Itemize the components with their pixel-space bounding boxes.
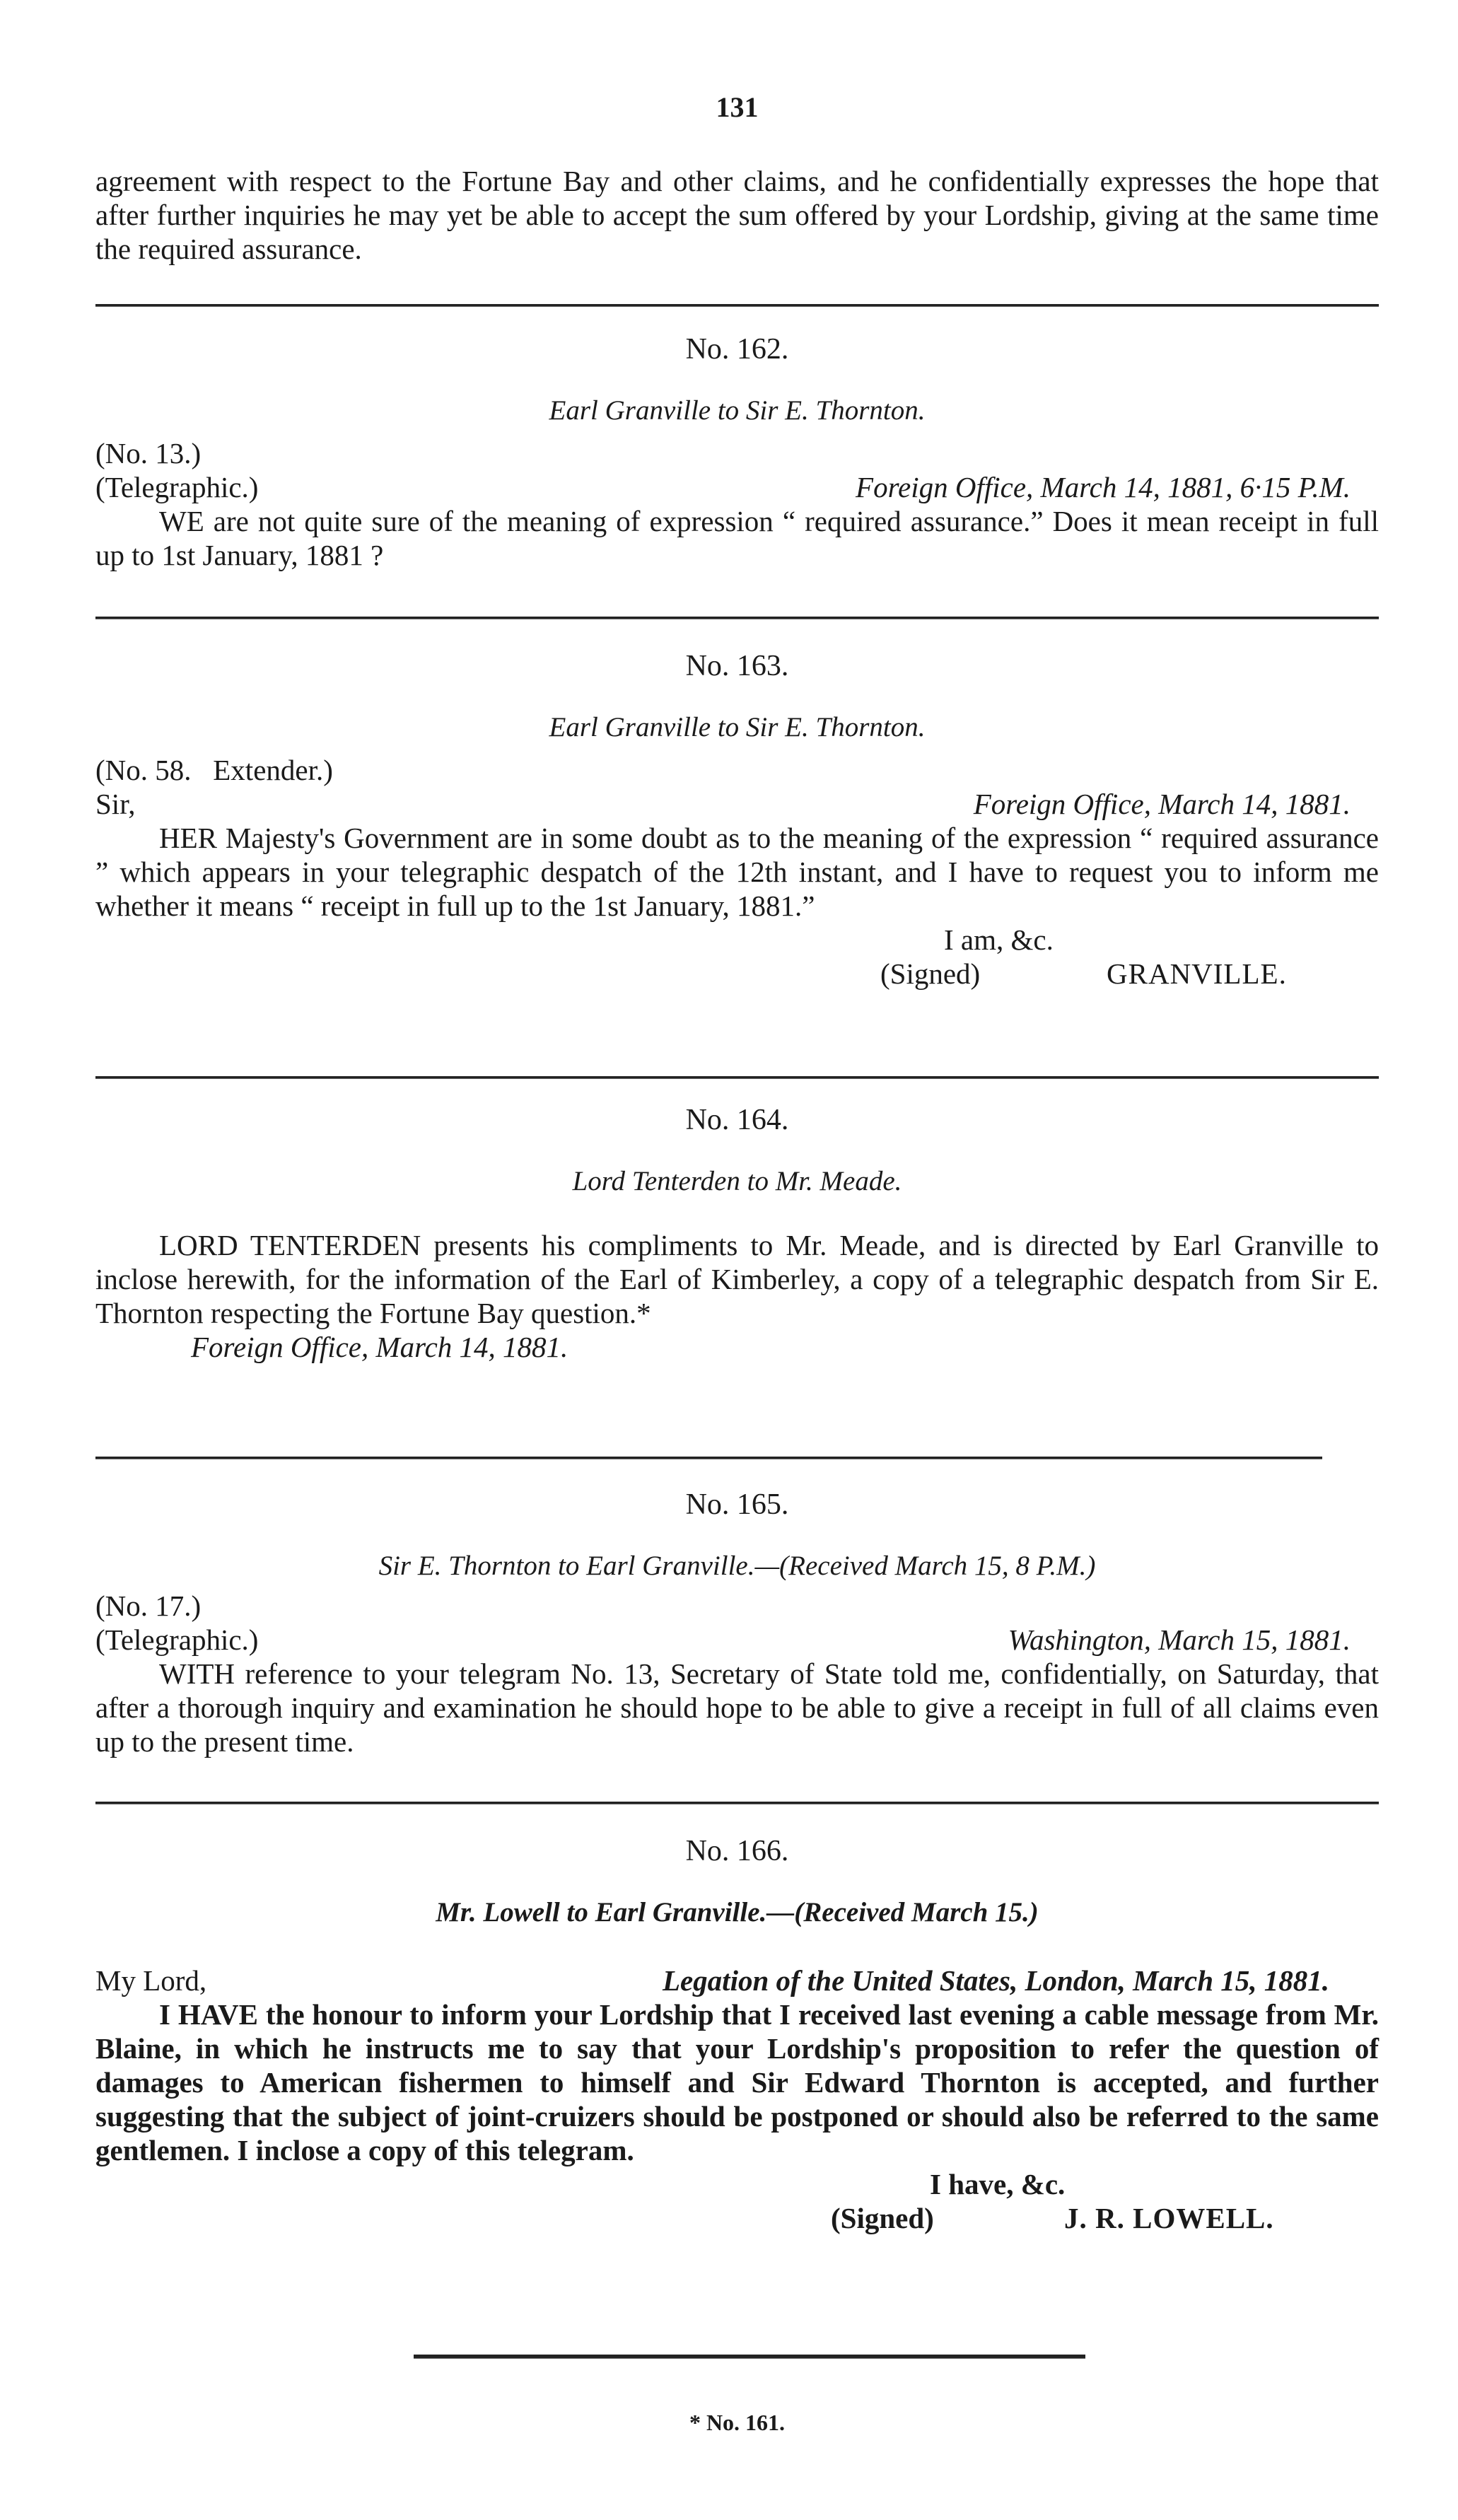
document-heading: Sir E. Thornton to Earl Granville.—(Received March 15, 8 P.M.) (378, 1551, 1096, 1581)
document-reference: (No. 13.) (95, 437, 202, 469)
document-reference: (No. 58. Extender.) (95, 754, 333, 786)
document-163 (95, 649, 1379, 991)
dateline: Foreign Office, March 14, 1881. (191, 1331, 568, 1363)
dateline: Foreign Office, March 14, 1881. (973, 788, 1351, 820)
document-heading: Earl Granville to Sir E. Thornton. (549, 712, 926, 742)
document-body: HER Majesty's Government are in some doubt as to the meaning of the expression “ required assurance ” which appears in your telegraphic despatch of the 12th instant, and I have to request you to inform me whether it means “ receipt in full up to the 1st January, 1881.” (95, 822, 1379, 922)
footnote: * No. 161. (689, 2410, 786, 2435)
document-166 (95, 1834, 1379, 2235)
signatory: GRANVILLE. (1107, 957, 1287, 990)
closing: I am, &c. (944, 923, 1054, 956)
salutation: My Lord, (95, 1964, 207, 1997)
dateline: Washington, March 15, 1881. (1008, 1623, 1351, 1656)
document-kind: (Telegraphic.) (95, 471, 259, 503)
section-divider (95, 304, 1379, 307)
section-divider (95, 617, 1379, 619)
document-body: I HAVE the honour to inform your Lordship that I received last evening a cable message from Mr. Blaine, in which he instructs me to say that your Lordship's proposition to refer the question of damages to American fishermen to himself and Sir Edward Thornton is accepted, and further suggesting that the subject of joint-cruizers should be postponed or should also be referred to the same gentlemen. I inclose a copy of this telegram. (95, 1998, 1379, 2166)
signoff (95, 923, 1379, 991)
document-body: LORD TENTERDEN presents his compliments to Mr. Meade, and is directed by Earl Granville to inclose herewith, for the information of the Earl of Kimberley, a copy of a telegraphic despatch from Sir E. Thornton respecting the Fortune Bay question.* (95, 1229, 1379, 1329)
section-divider (95, 1802, 1379, 1804)
document-165 (95, 1488, 1379, 1758)
document-heading: Lord Tenterden to Mr. Meade. (572, 1166, 902, 1196)
salutation: Sir, (95, 788, 136, 820)
section-divider (95, 1457, 1322, 1459)
closing: I have, &c. (930, 2168, 1066, 2200)
signed-label: (Signed) (880, 957, 981, 990)
document-number: No. 163. (685, 650, 789, 682)
footnote-divider (414, 2355, 1085, 2359)
document-body: WE are not quite sure of the meaning of expression “ required assurance.” Does it mean receipt in full up to 1st January, 1881 ? (95, 505, 1379, 571)
document-page (95, 0, 1379, 2520)
intro-paragraph: agreement with respect to the Fortune Bay and other claims, and he confidentially expresses the hope that after further inquiries he may yet be able to accept the sum offered by your Lordship, giving at the same time the required assurance. (95, 165, 1379, 265)
document-162 (95, 332, 1379, 572)
signatory: J. R. LOWELL. (1064, 2202, 1274, 2234)
document-number: No. 166. (685, 1835, 789, 1867)
section-divider (95, 1076, 1379, 1079)
document-number: No. 164. (685, 1104, 789, 1136)
intro-section (95, 164, 1379, 266)
page-number: 131 (716, 91, 759, 123)
document-reference: (No. 17.) (95, 1589, 202, 1622)
document-heading: Earl Granville to Sir E. Thornton. (549, 395, 926, 426)
dateline: Legation of the United States, London, March 15, 1881. (662, 1964, 1329, 1997)
document-heading: Mr. Lowell to Earl Granville.—(Received March 15.) (436, 1897, 1039, 1927)
dateline: Foreign Office, March 14, 1881, 6·15 P.M. (856, 471, 1351, 503)
document-164 (95, 1103, 1379, 1364)
signoff (95, 2167, 1379, 2235)
document-kind: (Telegraphic.) (95, 1623, 259, 1656)
signed-label: (Signed) (831, 2202, 934, 2234)
document-number: No. 165. (685, 1488, 789, 1521)
document-body: WITH reference to your telegram No. 13, Secretary of State told me, confidentially, on Saturday, that after a thorough inquiry and examination he should hope to be able to give a receipt in full of all claims even up to the present time. (95, 1657, 1379, 1758)
document-number: No. 162. (685, 333, 789, 366)
